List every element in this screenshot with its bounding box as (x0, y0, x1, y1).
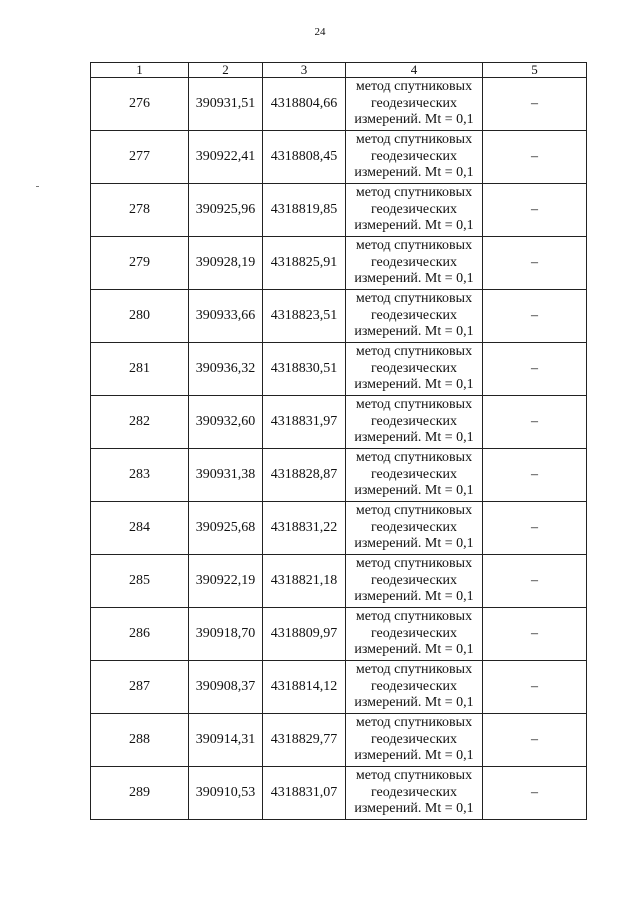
margin-mark (36, 186, 39, 187)
method-line-2: геодезических (370, 307, 457, 323)
point-number-cell: 289 (91, 767, 189, 820)
column-5-cell: – (483, 290, 587, 343)
method-line-1: метод спутниковых (355, 556, 473, 572)
point-number-cell: 286 (91, 608, 189, 661)
column-5-cell: – (483, 555, 587, 608)
method-line-3: измерений. Mt = 0,1 (354, 483, 474, 499)
table-body (91, 78, 587, 820)
method-line-2: геодезических (370, 572, 457, 588)
method-cell (346, 237, 483, 290)
table-row (91, 396, 587, 449)
table-row (91, 237, 587, 290)
method-cell (346, 396, 483, 449)
point-number-cell: 287 (91, 661, 189, 714)
header-col-1: 1 (91, 63, 189, 78)
table-row (91, 555, 587, 608)
method-cell (346, 502, 483, 555)
table-row (91, 661, 587, 714)
method-line-3: измерений. Mt = 0,1 (354, 695, 474, 711)
column-5-cell: – (483, 502, 587, 555)
y-coordinate-cell: 4318830,51 (263, 343, 346, 396)
table-row (91, 608, 587, 661)
y-coordinate-cell: 4318823,51 (263, 290, 346, 343)
method-line-2: геодезических (370, 201, 457, 217)
x-coordinate-cell: 390931,51 (189, 78, 263, 131)
method-line-3: измерений. Mt = 0,1 (354, 377, 474, 393)
method-line-1: метод спутниковых (355, 238, 473, 254)
method-line-3: измерений. Mt = 0,1 (354, 748, 474, 764)
column-5-cell: – (483, 396, 587, 449)
header-col-3: 3 (263, 63, 346, 78)
table-row (91, 131, 587, 184)
column-5-cell: – (483, 237, 587, 290)
column-5-cell: – (483, 714, 587, 767)
y-coordinate-cell: 4318828,87 (263, 449, 346, 502)
x-coordinate-cell: 390931,38 (189, 449, 263, 502)
method-line-2: геодезических (370, 360, 457, 376)
x-coordinate-cell: 390936,32 (189, 343, 263, 396)
y-coordinate-cell: 4318831,97 (263, 396, 346, 449)
method-cell (346, 661, 483, 714)
method-line-1: метод спутниковых (355, 450, 473, 466)
column-5-cell: – (483, 767, 587, 820)
x-coordinate-cell: 390922,41 (189, 131, 263, 184)
column-5-cell: – (483, 131, 587, 184)
method-line-2: геодезических (370, 466, 457, 482)
x-coordinate-cell: 390928,19 (189, 237, 263, 290)
point-number-cell: 285 (91, 555, 189, 608)
column-5-cell: – (483, 661, 587, 714)
point-number-cell: 278 (91, 184, 189, 237)
method-line-3: измерений. Mt = 0,1 (354, 430, 474, 446)
x-coordinate-cell: 390914,31 (189, 714, 263, 767)
point-number-cell: 284 (91, 502, 189, 555)
table-row (91, 290, 587, 343)
method-line-3: измерений. Mt = 0,1 (354, 589, 474, 605)
y-coordinate-cell: 4318821,18 (263, 555, 346, 608)
x-coordinate-cell: 390932,60 (189, 396, 263, 449)
x-coordinate-cell: 390922,19 (189, 555, 263, 608)
method-line-1: метод спутниковых (355, 768, 473, 784)
method-cell (346, 714, 483, 767)
method-cell (346, 78, 483, 131)
table-row (91, 502, 587, 555)
y-coordinate-cell: 4318825,91 (263, 237, 346, 290)
method-line-2: геодезических (370, 625, 457, 641)
page-number: 24 (314, 26, 326, 38)
method-cell (346, 608, 483, 661)
method-line-3: измерений. Mt = 0,1 (354, 801, 474, 817)
method-line-1: метод спутниковых (355, 344, 473, 360)
method-line-3: измерений. Mt = 0,1 (354, 536, 474, 552)
header-col-2: 2 (189, 63, 263, 78)
method-line-2: геодезических (370, 678, 457, 694)
method-line-1: метод спутниковых (355, 291, 473, 307)
point-number-cell: 282 (91, 396, 189, 449)
table-row (91, 714, 587, 767)
header-col-5: 5 (483, 63, 587, 78)
y-coordinate-cell: 4318831,22 (263, 502, 346, 555)
column-5-cell: – (483, 608, 587, 661)
method-line-2: геодезических (370, 519, 457, 535)
y-coordinate-cell: 4318804,66 (263, 78, 346, 131)
header-col-4: 4 (346, 63, 483, 78)
method-line-2: геодезических (370, 413, 457, 429)
method-line-1: метод спутниковых (355, 609, 473, 625)
x-coordinate-cell: 390918,70 (189, 608, 263, 661)
x-coordinate-cell: 390925,96 (189, 184, 263, 237)
method-cell (346, 184, 483, 237)
method-line-3: измерений. Mt = 0,1 (354, 271, 474, 287)
y-coordinate-cell: 4318819,85 (263, 184, 346, 237)
method-cell (346, 767, 483, 820)
point-number-cell: 281 (91, 343, 189, 396)
column-5-cell: – (483, 343, 587, 396)
point-number-cell: 280 (91, 290, 189, 343)
y-coordinate-cell: 4318831,07 (263, 767, 346, 820)
point-number-cell: 279 (91, 237, 189, 290)
method-line-3: измерений. Mt = 0,1 (354, 112, 474, 128)
method-line-3: измерений. Mt = 0,1 (354, 218, 474, 234)
method-line-1: метод спутниковых (355, 79, 473, 95)
header-row (91, 63, 587, 78)
method-cell (346, 290, 483, 343)
method-line-1: метод спутниковых (355, 503, 473, 519)
y-coordinate-cell: 4318829,77 (263, 714, 346, 767)
x-coordinate-cell: 390925,68 (189, 502, 263, 555)
column-5-cell: – (483, 78, 587, 131)
method-line-3: измерений. Mt = 0,1 (354, 165, 474, 181)
table-row (91, 343, 587, 396)
method-cell (346, 343, 483, 396)
x-coordinate-cell: 390933,66 (189, 290, 263, 343)
table-row (91, 184, 587, 237)
table-row (91, 449, 587, 502)
method-line-2: геодезических (370, 731, 457, 747)
table-header (91, 63, 587, 78)
x-coordinate-cell: 390908,37 (189, 661, 263, 714)
method-line-2: геодезических (370, 254, 457, 270)
point-number-cell: 283 (91, 449, 189, 502)
method-line-1: метод спутниковых (355, 662, 473, 678)
coordinates-table (90, 62, 587, 820)
method-line-1: метод спутниковых (355, 715, 473, 731)
y-coordinate-cell: 4318814,12 (263, 661, 346, 714)
table-row (91, 767, 587, 820)
method-cell (346, 555, 483, 608)
method-cell (346, 449, 483, 502)
method-line-3: измерений. Mt = 0,1 (354, 642, 474, 658)
y-coordinate-cell: 4318809,97 (263, 608, 346, 661)
y-coordinate-cell: 4318808,45 (263, 131, 346, 184)
column-5-cell: – (483, 449, 587, 502)
x-coordinate-cell: 390910,53 (189, 767, 263, 820)
point-number-cell: 277 (91, 131, 189, 184)
column-5-cell: – (483, 184, 587, 237)
method-line-1: метод спутниковых (355, 397, 473, 413)
method-line-1: метод спутниковых (355, 132, 473, 148)
point-number-cell: 276 (91, 78, 189, 131)
method-line-2: геодезических (370, 95, 457, 111)
method-line-1: метод спутниковых (355, 185, 473, 201)
method-cell (346, 131, 483, 184)
point-number-cell: 288 (91, 714, 189, 767)
table-row (91, 78, 587, 131)
method-line-3: измерений. Mt = 0,1 (354, 324, 474, 340)
method-line-2: геодезических (370, 784, 457, 800)
method-line-2: геодезических (370, 148, 457, 164)
